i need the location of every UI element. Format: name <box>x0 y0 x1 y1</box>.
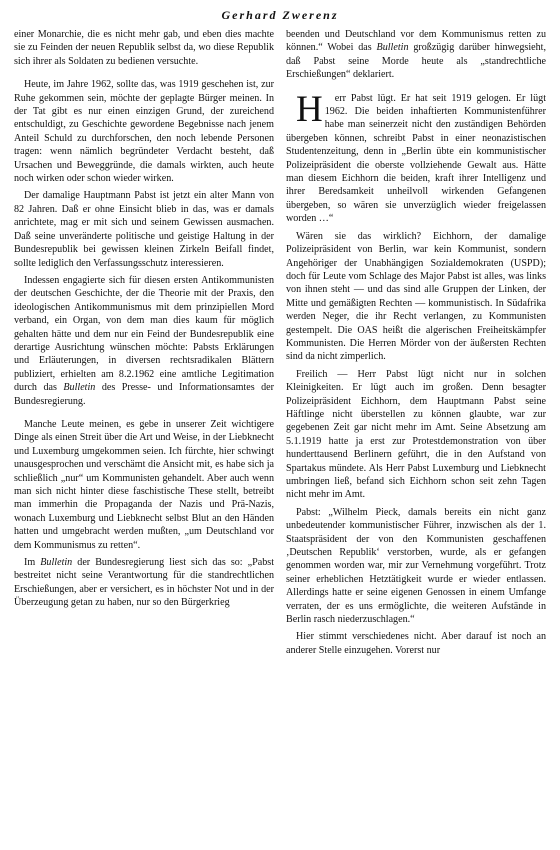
text-run: Im <box>24 557 36 569</box>
left-column <box>14 28 274 661</box>
text-run: err Pabst lügt. Er hat seit 1919 gelogen. Er lügt 1962. Die beiden inhaftierten Kommunistenführer habe man seinerzeit nicht den zuständigen Behörden übergeben können, schreibt Pabst in einer neonazistischen Studentenzeitung, denn in „Berlin übte ein kommunistischer Polizeipräsident die oberste vollziehende Gewalt aus. Hätte man diesem Eichhorn die beiden, kraft ihrer Intelligenz und ihrer Beredsamkeit unheilvoll wirkenden Gefangenen übergeben, so wären sie unverzüglich wieder freigelassen worden …“ <box>286 92 546 225</box>
bulletin-title: Bulletin <box>40 557 73 569</box>
paragraph: Manche Leute meinen, es gebe in unserer Zeit wichtigere Dinge als einen Streit über die Art und Weise, in der Liebknecht und Luxemburg umgekommen seien. Ich fürchte, hier schwingt unausgesprochen und verschämt die Ansicht mit, es habe sich ja schließlich „nur“ um Kommunisten gehandelt. Aber auch wenn man sich nicht hinter diese faschistische These stellt, betreibt man immerhin die Propaganda der Nazis und Prä-Nazis, wonach Luxemburg und Liebknecht selbst Blut an den Händen hatten und umgebracht werden mußten, „um Deutschland vor dem Kommunismus zu retten“. <box>14 418 274 551</box>
drop-cap: H <box>296 88 323 130</box>
running-header <box>14 6 546 24</box>
bulletin-title: Bulletin <box>63 382 96 394</box>
paragraph: Hier stimmt verschiedenes nicht. Aber darauf ist noch an anderer Stelle einzugehen. Vorerst nur <box>286 631 546 656</box>
paragraph: Freilich — Herr Pabst lügt nicht nur in solchen Kleinigkeiten. Er lügt auch im großen. Denn besagter Polizeipräsident Eichhorn, dem Hauptmann Pabst seine Häftlinge nicht überstellen zu können glaubte, war zur gegebenen Zeit gar nicht mehr im Amt. Seine Absetzung am 5.1.1919 hatte ja erst zur Protestdemonstration von über hunderttausend Berlinern geführt, die in den Aufstand von Spartakus mündete. Als Herr Pabst Luxemburg und Liebknecht umbringen ließ, befand sich Eichhorn schon seit zehn Tagen nicht mehr im Amt. <box>286 368 546 501</box>
section-lead-paragraph <box>286 88 546 226</box>
paragraph: Pabst: „Wilhelm Pieck, damals bereits ein nicht ganz unbedeutender kommunistischer Führer, inzwischen als der 1. Staatspräsident der von den Kommunisten geschaffenen ‚Deutschen Republik‘ verstorben, wurde, als er gefangen genommen worden war, mir zur Vernehmung vorgeführt. Trotz seiner erheblichen Hetztätigkeit wurde er wieder entlassen. Allerdings hatte er seine eigenen Genossen in einem Umfange verraten, der es uns ermöglichte, die weiteren Aufstände in Berlin rasch niederzuschlagen.“ <box>286 506 546 626</box>
paragraph <box>14 556 274 610</box>
header-author: Gerhard Zwerenz <box>221 8 339 22</box>
text-run: großzügig darüber hinwegsieht, daß Pabst seine Morde heute als „standrechtliche Erschießungen“ deklariert. <box>286 42 546 81</box>
paragraph <box>286 28 546 82</box>
paragraph: Der damalige Hauptmann Pabst ist jetzt ein alter Mann von 82 Jahren. Daß er ohne Einsicht blieb in das, was er damals anrichtete, mag er mit sich und seinem Gewissen ausmachen. Daß seine unveränderte politische und geistige Haltung in der Bundesrepublik bei gewissen kleinen Zirkeln Beifall findet, sollte lediglich den Verfassungsschutz interessieren. <box>14 190 274 269</box>
text-run: der Bundesregierung liest sich das so: „Pabst bestreitet nicht seine Verantwortung für die standrechtlichen Erschießungen, aber er versichert, es in höchster Not und in der Überzeugung getan zu haben, nur so den Bürgerkrieg <box>14 557 275 609</box>
paragraph: Wären sie das wirklich? Eichhorn, der damalige Polizeipräsident von Berlin, war kein Kommunist, sondern Angehöriger der Unabhängigen Sozialdemokraten (USPD); doch für Leute vom Schlage des Major Pabst ist alles, was links von ihnen steht — und das sind alle Gruppen der Linken, der Mitte und gemäßigten Rechten — kommunistisch. In Südafrika werden Neger, die ihr Recht verlangen, zu Kommunisten gestempelt. Die OAS heißt die algerischen Freiheitskämpfer Kommunisten. Die Herren Mörder von der äußersten Rechten sind da nicht zimperlich. <box>286 230 546 363</box>
text-run: Indessen engagierte sich für diesen ersten Antikommunisten der deutschen Geschichte, der die Theorie mit der Praxis, den ideologischen Antikommunismus mit dem prinzipiellen Mord verband, ein Organ, von dem man dies kaum für möglich gehalten hätte und dem nur ein Feind der Bundesrepublik eine derartige Ausrichtung wünschen möchte: Pabsts Erklärungen und Erläuterungen, in diversen rechtsradikalen Blättern publiziert, erhielten am 8.2.1962 eine amtliche Legitimation durch das <box>14 274 274 394</box>
text-run: beenden und Deutschland vor dem Kommunismus retten zu können.“ Wobei das <box>286 29 546 54</box>
text-run: des Presse- und Informationsamtes der Bundesregierung. <box>14 382 274 407</box>
paragraph: Heute, im Jahre 1962, sollte das, was 1919 geschehen ist, zur Ruhe gekommen sein, möchte der geplagte Bürger meinen. In der Tat gibt es nur einen einzigen Grund, der zureichend entschuldigt, zu Geschichte gewordene Begebnisse nach jenem Anteil Schuld zu durchforschen, den noch lebende Personen tragen: wenn nämlich begründeter Verdacht besteht, daß Ursachen und Beweggründe, die damals wirkten, auch heute noch wirken oder schon wieder wirken. <box>14 79 274 185</box>
paragraph <box>14 274 274 408</box>
text-columns <box>14 28 546 661</box>
paragraph: einer Monarchie, die es nicht mehr gab, und eben dies machte sie zu Feinden der neuen Republik selbst da, wo diese Republik sich ihrer als Soldaten zu bedienen versuchte. <box>14 29 274 67</box>
bulletin-title: Bulletin <box>376 42 409 54</box>
right-column <box>286 28 546 661</box>
